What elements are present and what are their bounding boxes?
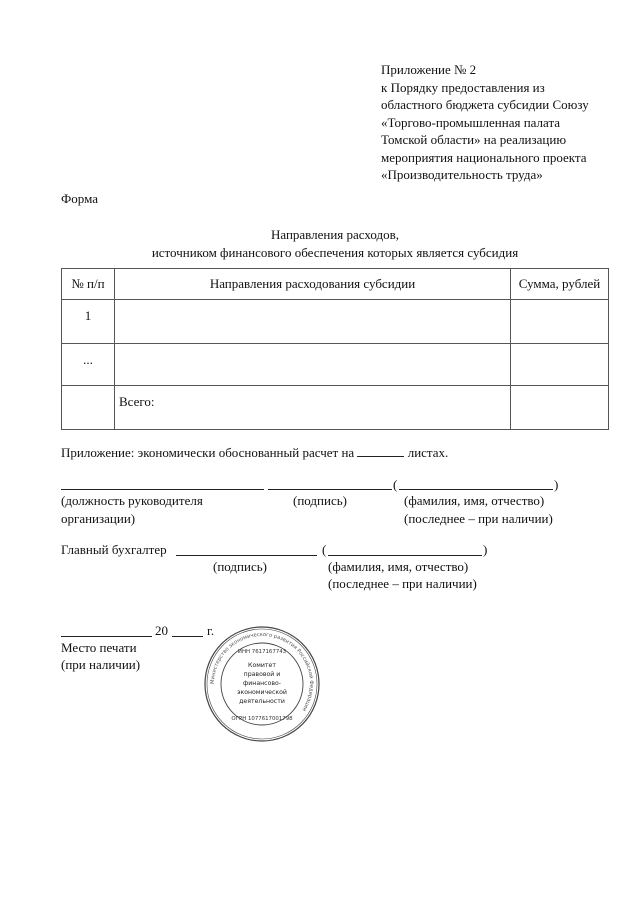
appendix-line: областного бюджета субсидии Союзу xyxy=(381,97,589,112)
stamp-center-line: правовой и xyxy=(243,671,281,678)
header-sum: Сумма, рублей xyxy=(511,269,609,300)
title-line-1: Направления расходов, xyxy=(270,227,400,242)
row-sum[interactable] xyxy=(511,344,609,386)
seal-note: (при наличии) xyxy=(61,657,141,672)
date-day-month-field[interactable] xyxy=(61,636,152,637)
head-open-paren: ( xyxy=(393,477,398,492)
accountant-signature-caption: (подпись) xyxy=(213,559,267,574)
document-title xyxy=(61,226,609,261)
appendix-line: к Порядку предоставления из xyxy=(381,79,545,95)
stamp-inn: ИНН 7617167743 xyxy=(237,649,287,655)
row-direction[interactable] xyxy=(115,300,511,344)
date-year-suffix: г. xyxy=(207,623,215,638)
appendix-line: «Торгово-промышленная палата xyxy=(381,114,561,130)
stamp-center-line: деятельности xyxy=(239,698,285,705)
date-century: 20 xyxy=(155,623,168,638)
head-name-underline[interactable] xyxy=(399,489,553,490)
table-row xyxy=(62,300,609,344)
stamp-center-line: финансово- xyxy=(242,680,282,687)
attachment-prefix: Приложение: экономически обоснованный расчет на xyxy=(61,445,355,460)
seal-label: Место печати xyxy=(61,640,137,655)
header-num: № п/п xyxy=(62,269,115,300)
sheets-count-field[interactable] xyxy=(357,444,404,457)
attachment-line xyxy=(61,444,448,462)
table-header-row xyxy=(62,269,609,300)
row-num: 1 xyxy=(62,300,115,344)
date-year-field[interactable] xyxy=(172,636,203,637)
table-total-row xyxy=(62,386,609,430)
appendix-line: мероприятия национального проекта xyxy=(381,149,587,165)
table-row xyxy=(62,344,609,386)
stamp-center-line: Комитет xyxy=(248,662,276,669)
row-sum[interactable] xyxy=(511,300,609,344)
total-num-cell xyxy=(62,386,115,430)
stamp-ogrn: ОГРН 1077617001798 xyxy=(231,716,293,722)
head-signature-caption: (подпись) xyxy=(293,493,347,508)
accountant-open-paren: ( xyxy=(322,542,327,557)
official-stamp xyxy=(203,625,321,743)
position-underline[interactable] xyxy=(61,489,264,490)
appendix-line: Приложение № 2 xyxy=(381,62,477,77)
head-signature-underline[interactable] xyxy=(268,489,392,490)
accountant-name-caption-1: (фамилия, имя, отчество) xyxy=(328,559,469,574)
appendix-block xyxy=(381,61,589,184)
head-position-caption-1: (должность руководителя xyxy=(61,493,203,508)
header-direction: Направления расходования субсидии xyxy=(115,269,511,300)
attachment-suffix: листах. xyxy=(407,445,449,460)
head-name-caption-2: (последнее – при наличии) xyxy=(404,511,553,526)
accountant-name-underline[interactable] xyxy=(328,555,482,556)
accountant-name-caption-2: (последнее – при наличии) xyxy=(328,576,477,591)
accountant-signature-underline[interactable] xyxy=(176,555,317,556)
accountant-close-paren: ) xyxy=(483,542,488,557)
form-label: Форма xyxy=(61,191,98,206)
head-position-caption-2: организации) xyxy=(61,511,136,526)
title-line-2: источником финансового обеспечения которых является субсидия xyxy=(151,244,519,260)
row-direction[interactable] xyxy=(115,344,511,386)
stamp-ring-text: Министерство экономического развития Российской Федерации xyxy=(209,631,315,713)
expense-table xyxy=(61,268,609,430)
total-sum[interactable] xyxy=(511,386,609,430)
head-close-paren: ) xyxy=(554,477,559,492)
accountant-label: Главный бухгалтер xyxy=(61,542,167,557)
row-num: ... xyxy=(62,344,115,386)
head-name-caption-1: (фамилия, имя, отчество) xyxy=(404,493,545,508)
appendix-line: «Производительность труда» xyxy=(381,167,543,182)
appendix-line: Томской области» на реализацию xyxy=(381,132,567,147)
stamp-center-line: экономической xyxy=(237,689,287,696)
total-label: Всего: xyxy=(115,386,511,430)
